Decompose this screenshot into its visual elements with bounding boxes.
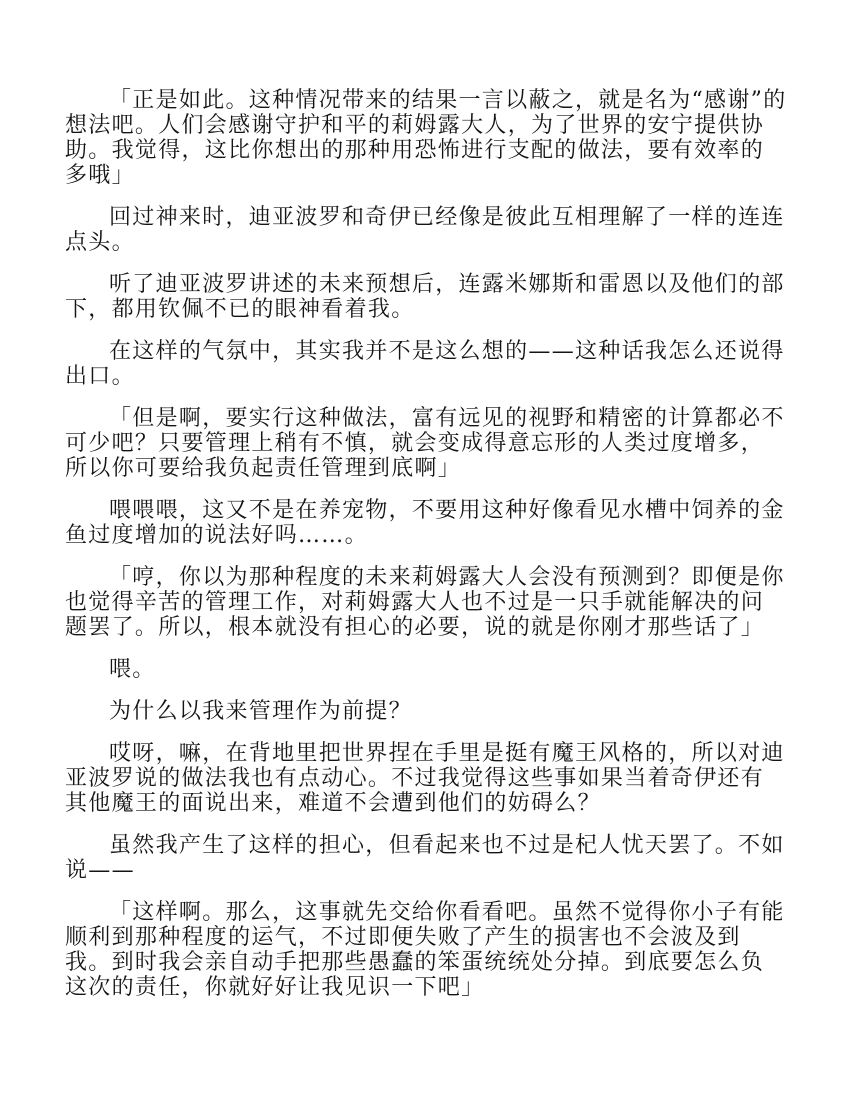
paragraph-8: 喂。: [109, 657, 156, 682]
paragraph-2: 回过神来时，迪亚波罗和奇伊已经像是彼此互相理解了一样的连连点头。: [65, 205, 785, 255]
paragraph-6: 喂喂喂，这又不是在养宠物，不要用这种好像看见水槽中饲养的金鱼过度增加的说法好吗……。: [65, 498, 785, 548]
paragraph-11: 虽然我产生了这样的担心，但看起来也不过是杞人忧天罢了。不如说——: [65, 833, 785, 883]
paragraph-4: 在这样的气氛中，其实我并不是这么想的——这种话我怎么还说得出口。: [65, 339, 785, 389]
paragraph-1: 「正是如此。这种情况带来的结果一言以蔽之，就是名为“感谢”的想法吧。人们会感谢守护和平的莉姆露大人，为了世界的安宁提供协助。我觉得，这比你想出的那种用恐怖进行支配的做法，要有效率的多哦」: [65, 88, 787, 188]
paragraph-5: 「但是啊，要实行这种做法，富有远见的视野和精密的计算都必不可少吧？只要管理上稍有不慎，就会变成得意忘形的人类过度增多，所以你可要给我负起责任管理到底啊」: [65, 406, 785, 481]
paragraph-12: 「这样啊。那么，这事就先交给你看看吧。虽然不觉得你小子有能顺利到那种程度的运气，不过即便失败了产生的损害也不会波及到我。到时我会亲自动手把那些愚蠢的笨蛋统统处分掉。到底要怎么负这次的责任，你就好好让我见识一下吧」: [65, 900, 785, 1000]
text-content: [65, 88, 787, 1000]
paragraph-9: 为什么以我来管理作为前提？: [109, 699, 412, 724]
paragraph-7: 「哼，你以为那种程度的未来莉姆露大人会没有预测到？即便是你也觉得辛苦的管理工作，对莉姆露大人也不过是一只手就能解决的问题罢了。所以，根本就没有担心的必要，说的就是你刚才那些话了」: [65, 565, 785, 640]
paragraph-10: 哎呀，嘛，在背地里把世界捏在手里是挺有魔王风格的，所以对迪亚波罗说的做法我也有点动心。不过我觉得这些事如果当着奇伊还有其他魔王的面说出来，难道不会遭到他们的妨碍么？: [65, 741, 785, 816]
paragraph-3: 听了迪亚波罗讲述的未来预想后，连露米娜斯和雷恩以及他们的部下，都用钦佩不已的眼神看着我。: [65, 272, 785, 322]
